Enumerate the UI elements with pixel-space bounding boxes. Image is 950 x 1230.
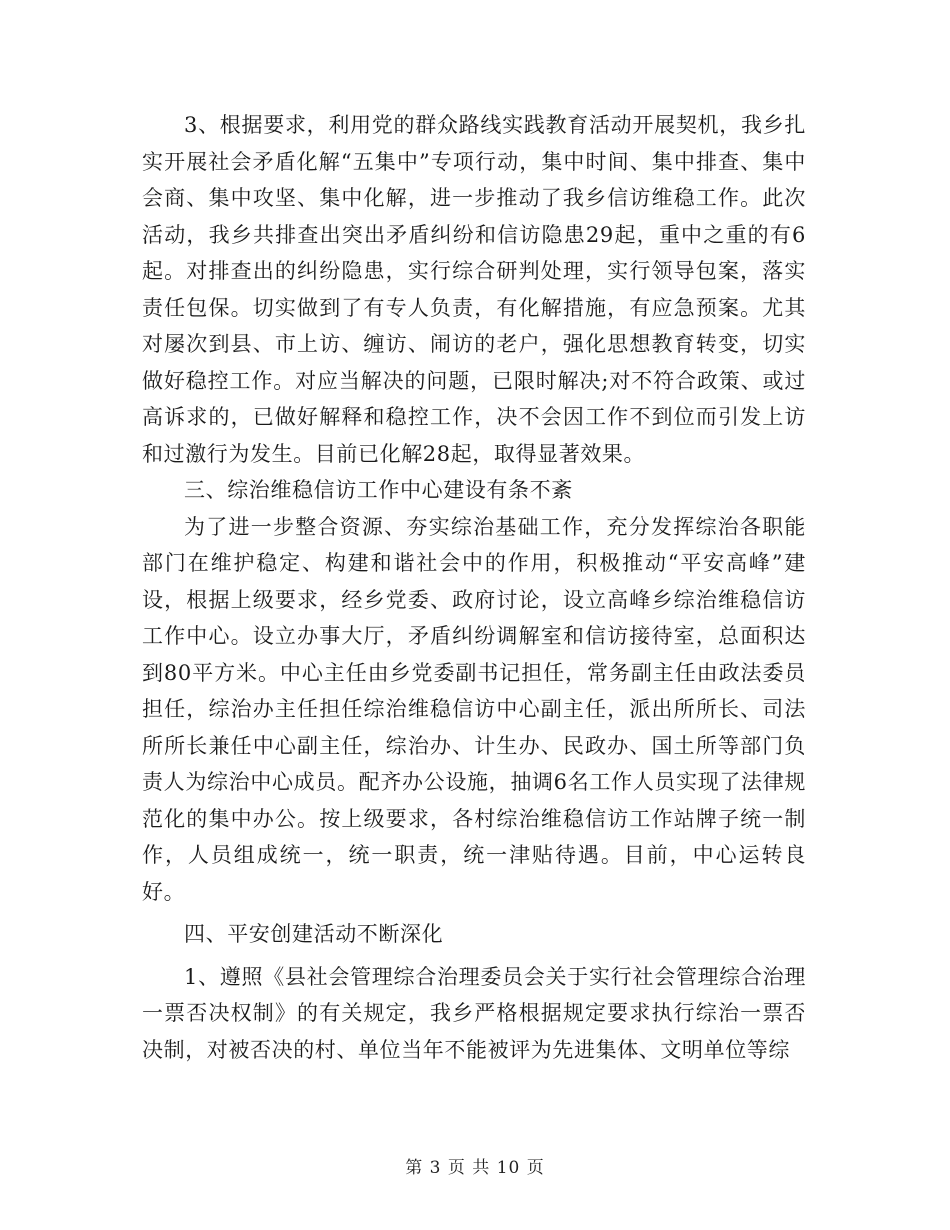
paragraph-veto-system: 1、遵照《县社会管理综合治理委员会关于实行社会管理综合治理一票否决权制》的有关规定，我乡严格根据规定要求执行综治一票否决制，对被否决的村、单位当年不能被评为先进集体、文明单位等综 — [142, 964, 806, 1062]
page-number-footer: 第 3 页 共 10 页 — [405, 1158, 545, 1178]
paragraph-3-contradiction-resolution: 3、根据要求，利用党的群众路线实践教育活动开展契机，我乡扎实开展社会矛盾化解“五集中”专项行动，集中时间、集中排查、集中会商、集中攻坚、集中化解，进一步推动了我乡信访维稳工作。此次活动，我乡共排查出突出矛盾纠纷和信访隐患29起，重中之重的有6起。对排查出的纠纷隐患，实行综合研判处理，实行领导包案，落实责任包保。切实做到了有专人负责，有化解措施，有应急预案。尤其对屡次到县、市上访、缠访、闹访的老户，强化思想教育转变，切实做好稳控工作。对应当解决的问题，已限时解决;对不符合政策、或过高诉求的，已做好解释和稳控工作，决不会因工作不到位而引发上访和过激行为发生。目前已化解28起，取得显著效果。 — [142, 113, 806, 466]
section-heading-3: 三、综治维稳信访工作中心建设有条不紊 — [184, 478, 573, 502]
paragraph-center-construction: 为了进一步整合资源、夯实综治基础工作，充分发挥综治各职能部门在维护稳定、构建和谐社会中的作用，积极推动“平安高峰”建设，根据上级要求，经乡党委、政府讨论，设立高峰乡综治维稳信访工作中心。设立办事大厅，矛盾纠纷调解室和信访接待室，总面积达到80平方米。中心主任由乡党委副书记担任，常务副主任由政法委员担任，综治办主任担任综治维稳信访中心副主任，派出所所长、司法所所长兼任中心副主任，综治办、计生办、民政办、国土所等部门负责人为综治中心成员。配齐办公设施，抽调6名工作人员实现了法律规范化的集中办公。按上级要求，各村综治维稳信访工作站牌子统一制作，人员组成统一，统一职责，统一津贴待遇。目前，中心运转良好。 — [142, 514, 806, 904]
section-heading-4: 四、平安创建活动不断深化 — [184, 922, 444, 946]
document-body — [142, 107, 806, 1068]
